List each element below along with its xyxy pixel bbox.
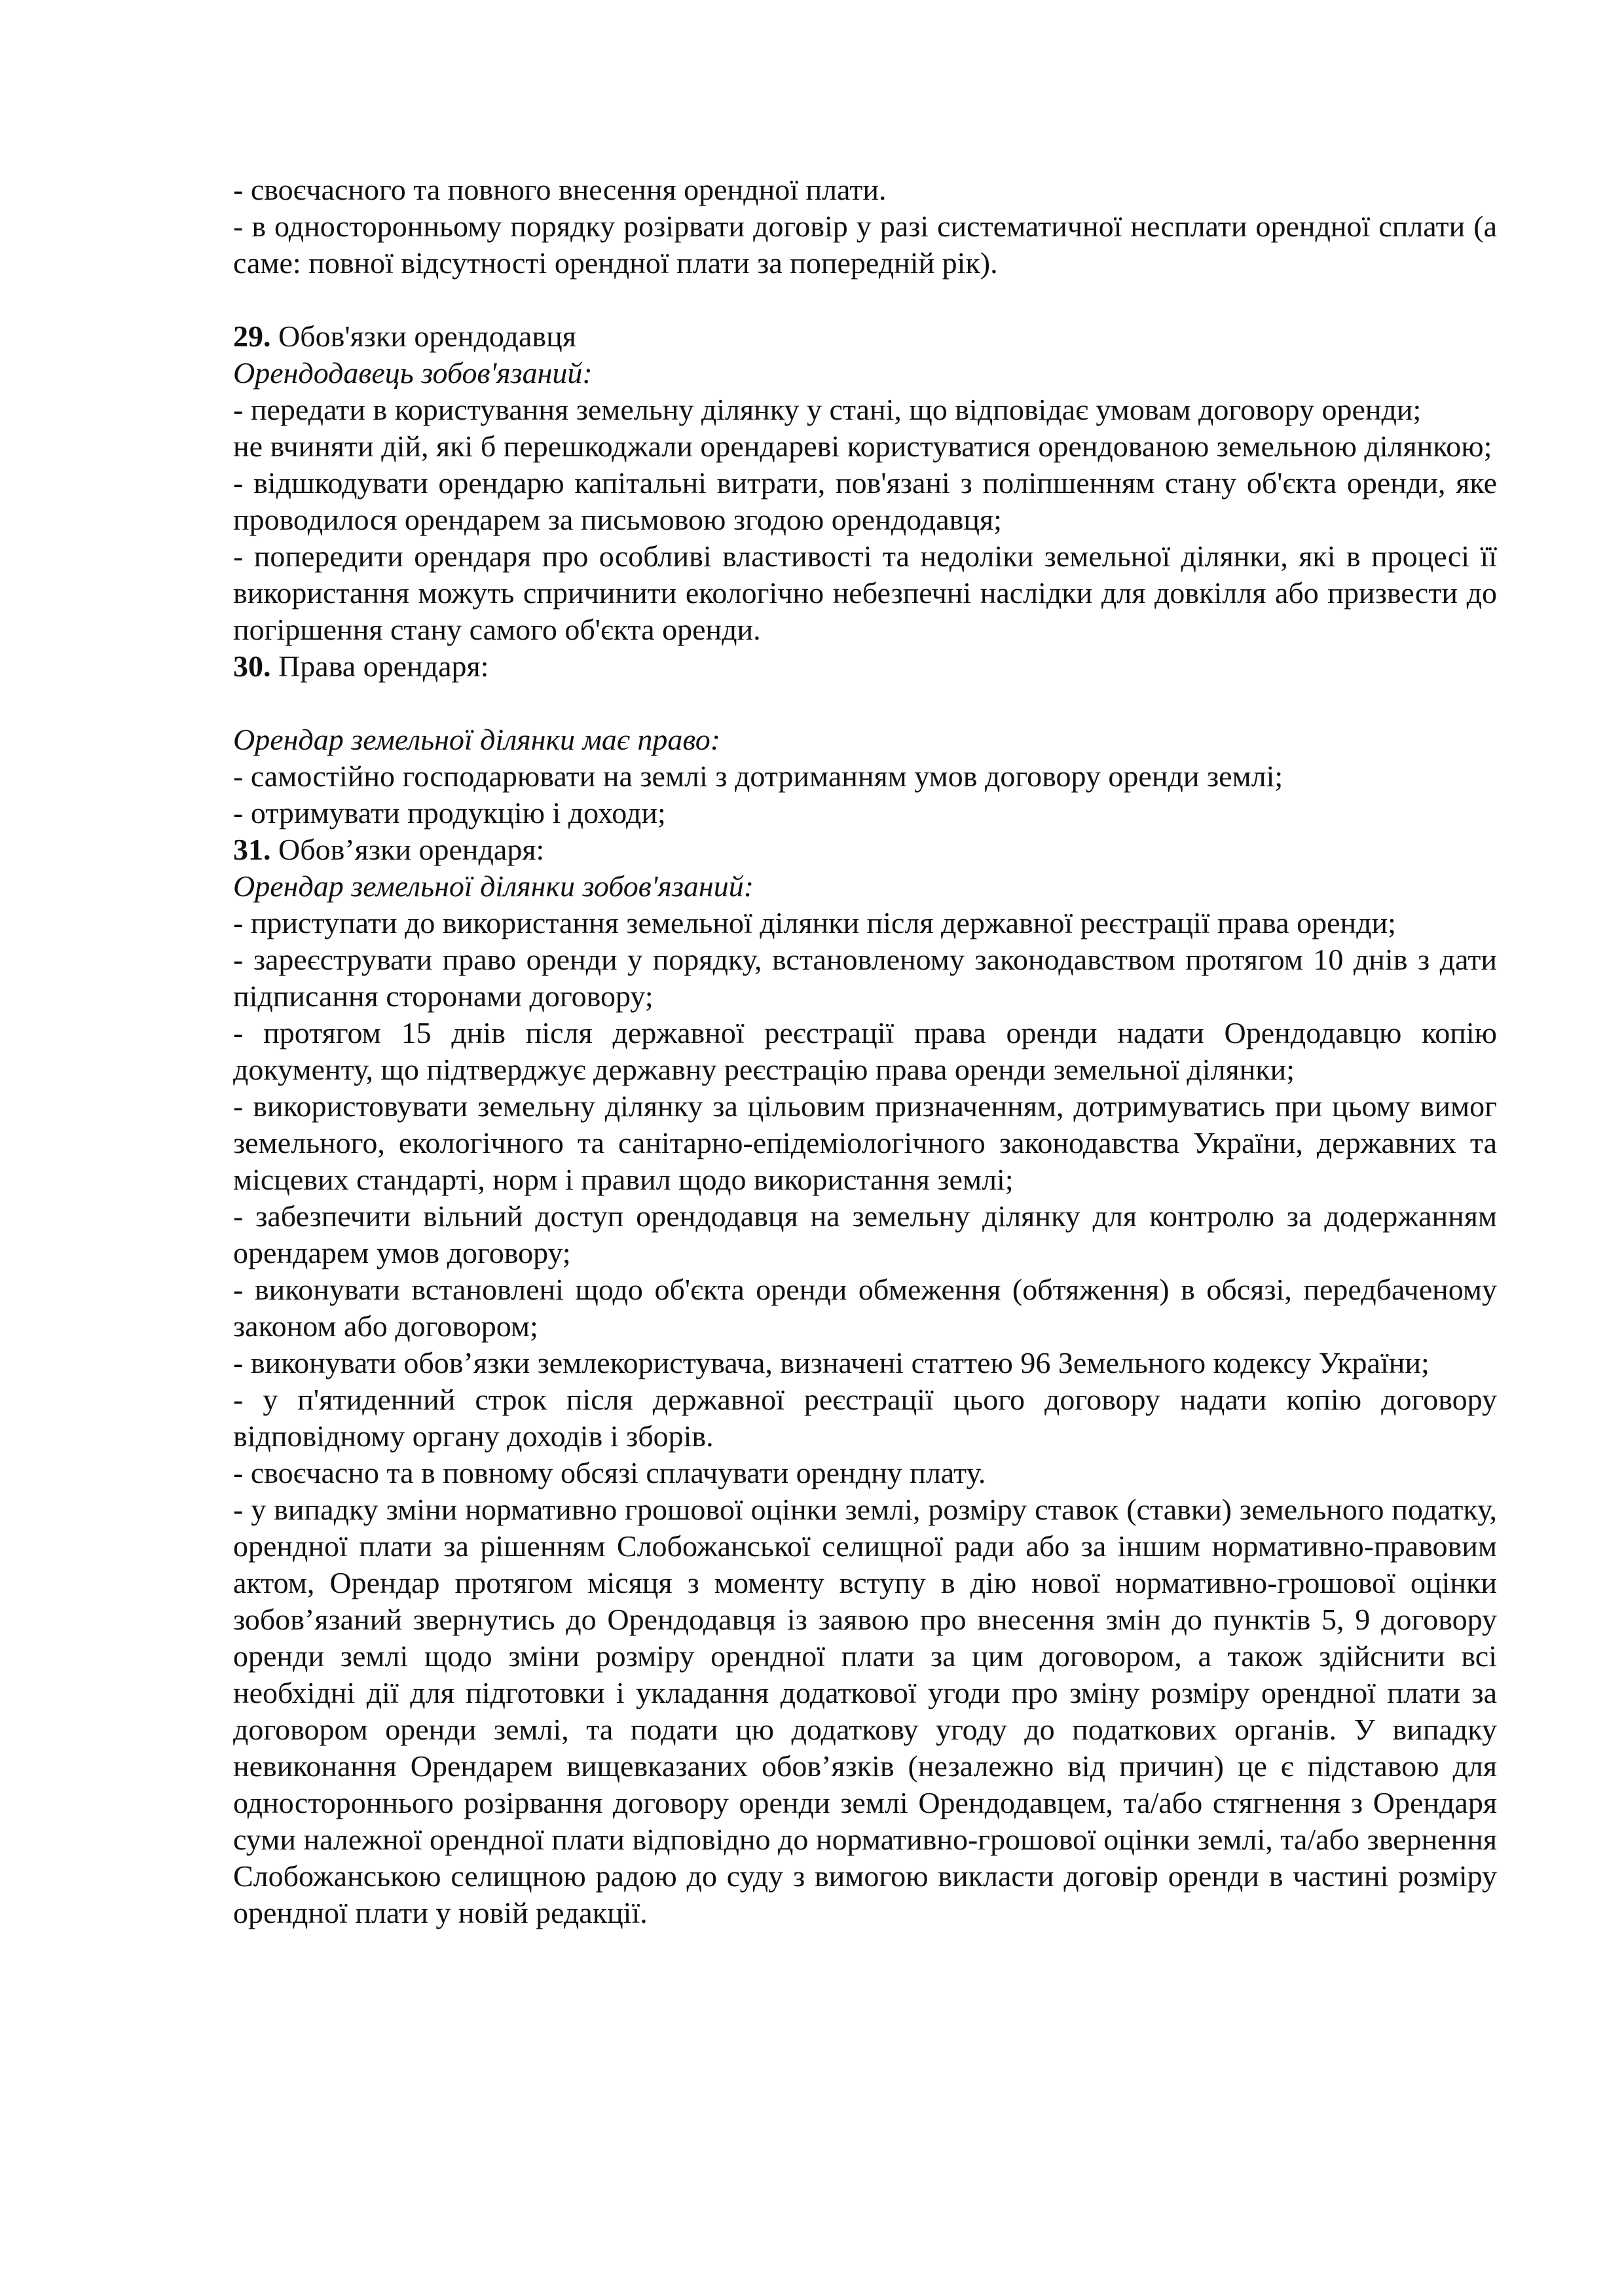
list-item: - виконувати обов’язки землекористувача, визначені статтею 96 Земельного кодексу України;: [233, 1346, 1430, 1379]
section-title: Обов’язки орендаря:: [270, 833, 545, 866]
list-item: - у п'ятиденний строк після державної реєстрації цього договору надати копію договору відповідному органу доходів і зборів.: [233, 1383, 1497, 1453]
list-item: - передати в користування земельну ділянку у стані, що відповідає умовам договору оренди;: [233, 393, 1422, 426]
list-item: - у випадку зміни нормативно грошової оцінки землі, розміру ставок (ставки) земельного податку, орендної плати за рішенням Слобожанської селищної ради або за іншим нормативно-правовим актом, Орендар протягом місяця з моменту вступу в дію нової нормативно-грошової оцінки зобов’язаний звернутись до Орендодавця із заявою про внесення змін до пунктів 5, 9 договору оренди землі щодо зміни розміру орендної плати за цим договором, а також здійснити всі необхідні дії для підготовки і укладання додаткової угоди про зміну розміру орендної плати за договором оренди землі, та подати цю додаткову угоду до податкових органів. У випадку невиконання Орендарем вищевказаних обов’язків (незалежно від причин) це є підставою для одностороннього розірвання договору оренди землі Орендодавцем, та/або стягнення з Орендаря суми належної орендної плати відповідно до нормативно-грошової оцінки землі, та/або звернення Слобожанською селищною радою до суду з вимогою викласти договір оренди в частині розміру орендної плати у новій редакції.: [233, 1493, 1497, 1929]
list-item: - зареєструвати право оренди у порядку, встановленому законодавством протягом 10 днів з дати підписання сторонами договору;: [233, 943, 1497, 1013]
spacer: [233, 685, 1497, 721]
list-item: - відшкодувати орендарю капітальні витрати, пов'язані з поліпшенням стану об'єкта оренди, яке проводилося орендарем за письмовою згодою орендодавця;: [233, 466, 1497, 536]
section-subtitle: Орендодавець зобов'язаний:: [233, 356, 593, 390]
section-number: 29.: [233, 319, 271, 353]
list-item: - використовувати земельну ділянку за цільовим призначенням, дотримуватись при цьому вимог земельного, екологічного та санітарно-епідеміологічного законодавства України, державних та місцевих стандарті, норм і правил щодо використання землі;: [233, 1089, 1497, 1196]
document-page: [233, 172, 1497, 1931]
paragraph: - в односторонньому порядку розірвати договір у разі систематичної несплати орендної сплати (а саме: повної відсутності орендної плати за попередній рік).: [233, 210, 1497, 280]
section-heading-30: [233, 648, 1497, 685]
list-item: - самостійно господарювати на землі з дотриманням умов договору оренди землі;: [233, 759, 1283, 793]
list-item: - попередити орендаря про особливі властивості та недоліки земельної ділянки, які в процесі її використання можуть спричинити екологічно небезпечні наслідки для довкілля або призвести до погіршення стану самого об'єкта оренди.: [233, 539, 1497, 646]
list-item: - протягом 15 днів після державної реєстрації права оренди надати Орендодавцю копію документу, що підтверджує державну реєстрацію права оренди земельної ділянки;: [233, 1016, 1497, 1086]
section-heading-29: [233, 318, 1497, 355]
section-title: Права орендаря:: [270, 649, 489, 683]
list-item: - своєчасно та в повному обсязі сплачувати орендну плату.: [233, 1456, 986, 1489]
section-number: 31.: [233, 833, 271, 866]
list-item: не вчиняти дій, які б перешкоджали орендареві користуватися орендованою земельною ділянкою;: [233, 429, 1492, 463]
section-title: Обов'язки орендодавця: [270, 319, 576, 353]
section-heading-31: [233, 831, 1497, 868]
paragraph: - своєчасного та повного внесення орендної плати.: [233, 173, 887, 206]
list-item: - виконувати встановлені щодо об'єкта оренди обмеження (обтяження) в обсязі, передбаченому законом або договором;: [233, 1273, 1497, 1343]
section-subtitle: Орендар земельної ділянки зобов'язаний:: [233, 869, 754, 903]
list-item: - приступати до використання земельної ділянки після державної реєстрації права оренди;: [233, 906, 1396, 939]
list-item: - отримувати продукцію і доходи;: [233, 796, 666, 829]
spacer: [233, 282, 1497, 318]
list-item: - забезпечити вільний доступ орендодавця на земельну ділянку для контролю за додержанням орендарем умов договору;: [233, 1199, 1497, 1269]
section-number: 30.: [233, 649, 271, 683]
section-subtitle: Орендар земельної ділянки має право:: [233, 723, 721, 756]
